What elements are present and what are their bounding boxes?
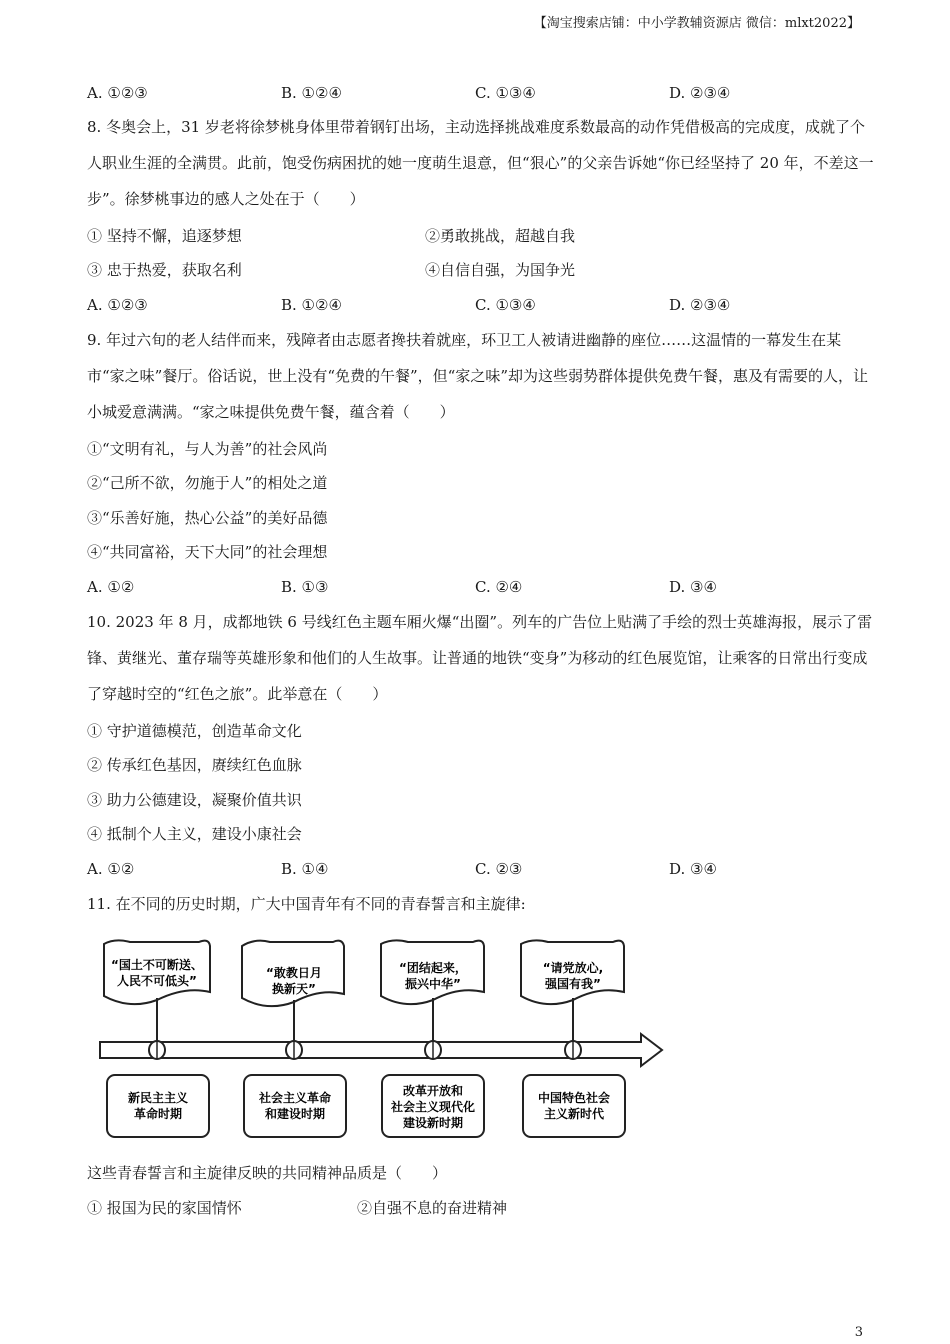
q10-option-b: B. ①④ bbox=[281, 860, 329, 878]
slogan-3-line-2: 振兴中华” bbox=[405, 977, 461, 991]
q9-option-c: C. ②④ bbox=[475, 578, 523, 596]
slogan-1-line-1: “国土不可断送、 bbox=[111, 958, 203, 972]
q10-option-c: C. ②③ bbox=[475, 860, 523, 878]
q11-item-1: ① 报国为民的家国情怀 bbox=[87, 1199, 242, 1217]
q8-item-4: ④自信自强，为国争光 bbox=[425, 261, 576, 279]
q8-item-3: ③ 忠于热爱，获取名利 bbox=[87, 261, 242, 279]
period-3-line-2: 社会主义现代化 bbox=[390, 1100, 476, 1114]
period-1-line-1: 新民主主义 bbox=[127, 1091, 189, 1105]
period-4-line-2: 主义新时代 bbox=[543, 1107, 605, 1121]
slogan-3-line-1: “团结起来， bbox=[399, 961, 467, 975]
q11-question: 这些青春誓言和主旋律反映的共同精神品质是（ ） bbox=[87, 1164, 448, 1182]
q8-stem: 8. 冬奥会上，31 岁老将徐梦桃身体里带着钢钉出场，主动选择挑战难度系数最高的动作凭借极高的完成度，成就了个人职业生涯的全满贯。此前，饱受伤病困扰的她一度萌生退意，但“狠心”的父亲告诉她“你已经坚持了 20 年，不差这一步”。徐梦桃事边的感人之处在于（ ） bbox=[87, 118, 874, 208]
period-4-line-1: 中国特色社会 bbox=[537, 1091, 611, 1105]
q10-option-d: D. ③④ bbox=[669, 860, 717, 878]
period-1-line-2: 革命时期 bbox=[133, 1107, 183, 1121]
q9-option-b: B. ①③ bbox=[281, 578, 329, 596]
q9-option-d: D. ③④ bbox=[669, 578, 717, 596]
q9-item-2: ②“己所不欲，勿施于人”的相处之道 bbox=[87, 474, 328, 492]
period-box-1 bbox=[107, 1075, 209, 1137]
q8-item-1: ① 坚持不懈，追逐梦想 bbox=[87, 227, 242, 245]
period-box-2 bbox=[244, 1075, 346, 1137]
q8-option-a: A. ①②③ bbox=[87, 296, 148, 314]
slogan-4-line-2: 强国有我” bbox=[545, 977, 601, 991]
q8-option-d: D. ②③④ bbox=[669, 296, 731, 314]
page-number: 3 bbox=[854, 1325, 863, 1340]
slogan-2-line-1: “敢教日月 bbox=[266, 966, 322, 980]
period-3-line-3: 建设新时期 bbox=[402, 1116, 464, 1130]
q10-option-a: A. ①② bbox=[87, 860, 135, 878]
q10-item-3: ③ 助力公德建设，凝聚价值共识 bbox=[87, 791, 302, 809]
q9-item-4: ④“共同富裕，天下大同”的社会理想 bbox=[87, 543, 328, 561]
period-2-line-1: 社会主义革命 bbox=[258, 1091, 332, 1105]
slogan-1-line-2: 人民不可低头” bbox=[117, 974, 197, 988]
q11-item-2: ②自强不息的奋进精神 bbox=[357, 1199, 508, 1217]
period-3-line-1: 改革开放和 bbox=[402, 1084, 464, 1098]
slogan-4-line-1: “请党放心, bbox=[542, 961, 604, 975]
q8-item-2: ②勇敢挑战，超越自我 bbox=[425, 227, 576, 245]
q11-timeline-diagram bbox=[95, 932, 670, 1142]
slogan-2-line-2: 换新天” bbox=[272, 982, 316, 996]
period-box-4 bbox=[523, 1075, 625, 1137]
q8-option-b: B. ①②④ bbox=[281, 296, 342, 314]
page-header: 【淘宝搜索店铺：中小学教辅资源店 微信：mlxt2022】 bbox=[533, 16, 860, 31]
q7-option-b: B. ①②④ bbox=[281, 84, 342, 102]
q7-option-a: A. ①②③ bbox=[87, 84, 148, 102]
q10-item-1: ① 守护道德模范，创造革命文化 bbox=[87, 722, 302, 740]
q8-option-c: C. ①③④ bbox=[475, 296, 536, 314]
q9-option-a: A. ①② bbox=[87, 578, 135, 596]
period-box-3 bbox=[382, 1075, 484, 1137]
q10-item-2: ② 传承红色基因，赓续红色血脉 bbox=[87, 756, 302, 774]
q11-stem: 11. 在不同的历史时期，广大中国青年有不同的青春誓言和主旋律: bbox=[87, 895, 526, 913]
q10-stem: 10. 2023 年 8 月，成都地铁 6 号线红色主题车厢火爆“出圈”。列车的广告位上贴满了手绘的烈士英雄海报，展示了雷锋、黄继光、董存瑞等英雄形象和他们的人生故事。让普通的地铁“变身”为移动的红色展览馆，让乘客的日常出行变成了穿越时空的“红色之旅”。此举意在（ ） bbox=[87, 613, 873, 703]
q9-item-1: ①“文明有礼，与人为善”的社会风尚 bbox=[87, 440, 328, 458]
q10-item-4: ④ 抵制个人主义，建设小康社会 bbox=[87, 825, 302, 843]
q9-stem: 9. 年过六旬的老人结伴而来，残障者由志愿者搀扶着就座，环卫工人被请进幽静的座位……这温情的一幕发生在某市“家之味”餐厅。俗话说，世上没有“免费的午餐”，但“家之味”却为这些弱势群体提供免费午餐，惠及有需要的人，让小城爱意满满。“家之味提供免费午餐，蕴含着（ ） bbox=[87, 331, 869, 421]
q9-item-3: ③“乐善好施，热心公益”的美好品德 bbox=[87, 509, 328, 527]
q7-option-c: C. ①③④ bbox=[475, 84, 536, 102]
q7-option-d: D. ②③④ bbox=[669, 84, 731, 102]
period-2-line-2: 和建设时期 bbox=[264, 1107, 326, 1121]
